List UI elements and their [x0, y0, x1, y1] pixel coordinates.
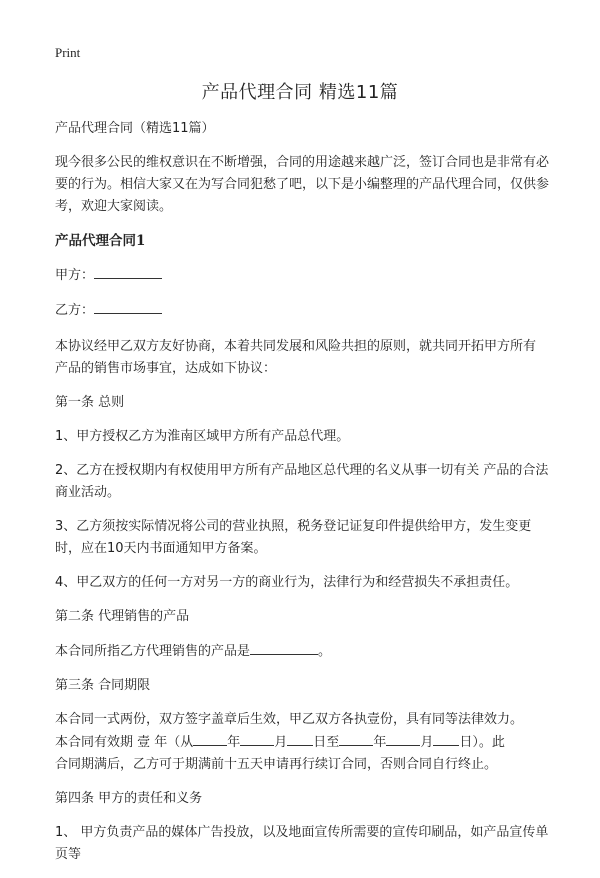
article-2-title: 第二条 代理销售的产品 [55, 609, 190, 624]
article-1-item-4: 4、甲乙双方的任何一方对另一方的商业行为，法律行为和经营损失不承担责任。 [55, 575, 519, 590]
party-b-blank [94, 299, 162, 314]
end-month-label: 月 [420, 735, 434, 750]
document-subtitle: 产品代理合同（精选11篇） [55, 121, 215, 136]
party-a-blank [94, 264, 162, 279]
end-month-blank [386, 731, 420, 746]
article-1-item-1: 1、甲方授权乙方为淮南区域甲方所有产品总代理。 [55, 429, 350, 444]
agreement-paragraph: 本协议经甲乙双方友好协商，本着共同发展和风险共担的原则，就共同开拓甲方所有 产品的销售市场事宜，达成如下协议： [55, 339, 537, 376]
article-3-line-3: 合同期满后，乙方可于期满前十五天申请再行续订合同，否则合同自行终止。 [55, 757, 498, 772]
article-2-text-before: 本合同所指乙方代理销售的产品是 [55, 644, 251, 659]
end-year-label: 年 [373, 735, 387, 750]
article-4-title: 第四条 甲方的责任和义务 [55, 791, 203, 806]
start-day-label: 日至 [313, 735, 340, 750]
article-3-text [55, 709, 550, 776]
article-2-product-blank [250, 640, 318, 655]
article-1-item-3: 3、乙方须按实际情况将公司的营业执照，税务登记证复印件提供给甲方，发生变更时，应在10天内书面通知甲方备案。 [55, 519, 532, 556]
article-1-item-2: 2、乙方在授权期内有权使用甲方所有产品地区总代理的名义从事一切有关 产品的合法商业活动。 [55, 463, 549, 500]
start-day-blank [287, 731, 313, 746]
intro-paragraph: 现今很多公民的维权意识在不断增强，合同的用途越来越广泛，签订合同也是非常有必要的行为。相信大家又在为写合同犯愁了吧，以下是小编整理的产品代理合同，仅供参考，欢迎大家阅读。 [55, 155, 550, 214]
document-title: 产品代理合同 精选11篇 [201, 82, 399, 103]
start-month-blank [240, 731, 274, 746]
end-day-label: 日）。此 [459, 735, 505, 750]
party-a-label: 甲方： [55, 268, 95, 283]
start-month-label: 月 [274, 735, 288, 750]
end-day-blank [433, 731, 459, 746]
article-3-line-2-prefix: 本合同有效期 壹 年（从 [55, 735, 194, 750]
end-year-blank [339, 731, 373, 746]
print-link[interactable]: Print [55, 45, 81, 60]
article-3-line-1: 本合同一式两份，双方签字盖章后生效，甲乙双方各执壹份，具有同等法律效力。 [55, 712, 524, 727]
article-4-item-1: 1、 甲方负责产品的媒体广告投放，以及地面宣传所需要的宣传印刷品，如产品宣传单页等 [55, 825, 549, 862]
article-2-text-after: 。 [318, 644, 332, 659]
article-2-text [55, 640, 550, 663]
article-3-title: 第三条 合同期限 [55, 678, 151, 693]
party-b-label: 乙方： [55, 303, 95, 318]
start-year-blank [193, 731, 227, 746]
document-body [55, 118, 550, 878]
party-a-line [55, 264, 550, 287]
start-year-label: 年 [227, 735, 241, 750]
article-1-title: 第一条 总则 [55, 395, 125, 410]
party-b-line [55, 299, 550, 322]
contract-heading: 产品代理合同1 [55, 233, 146, 249]
